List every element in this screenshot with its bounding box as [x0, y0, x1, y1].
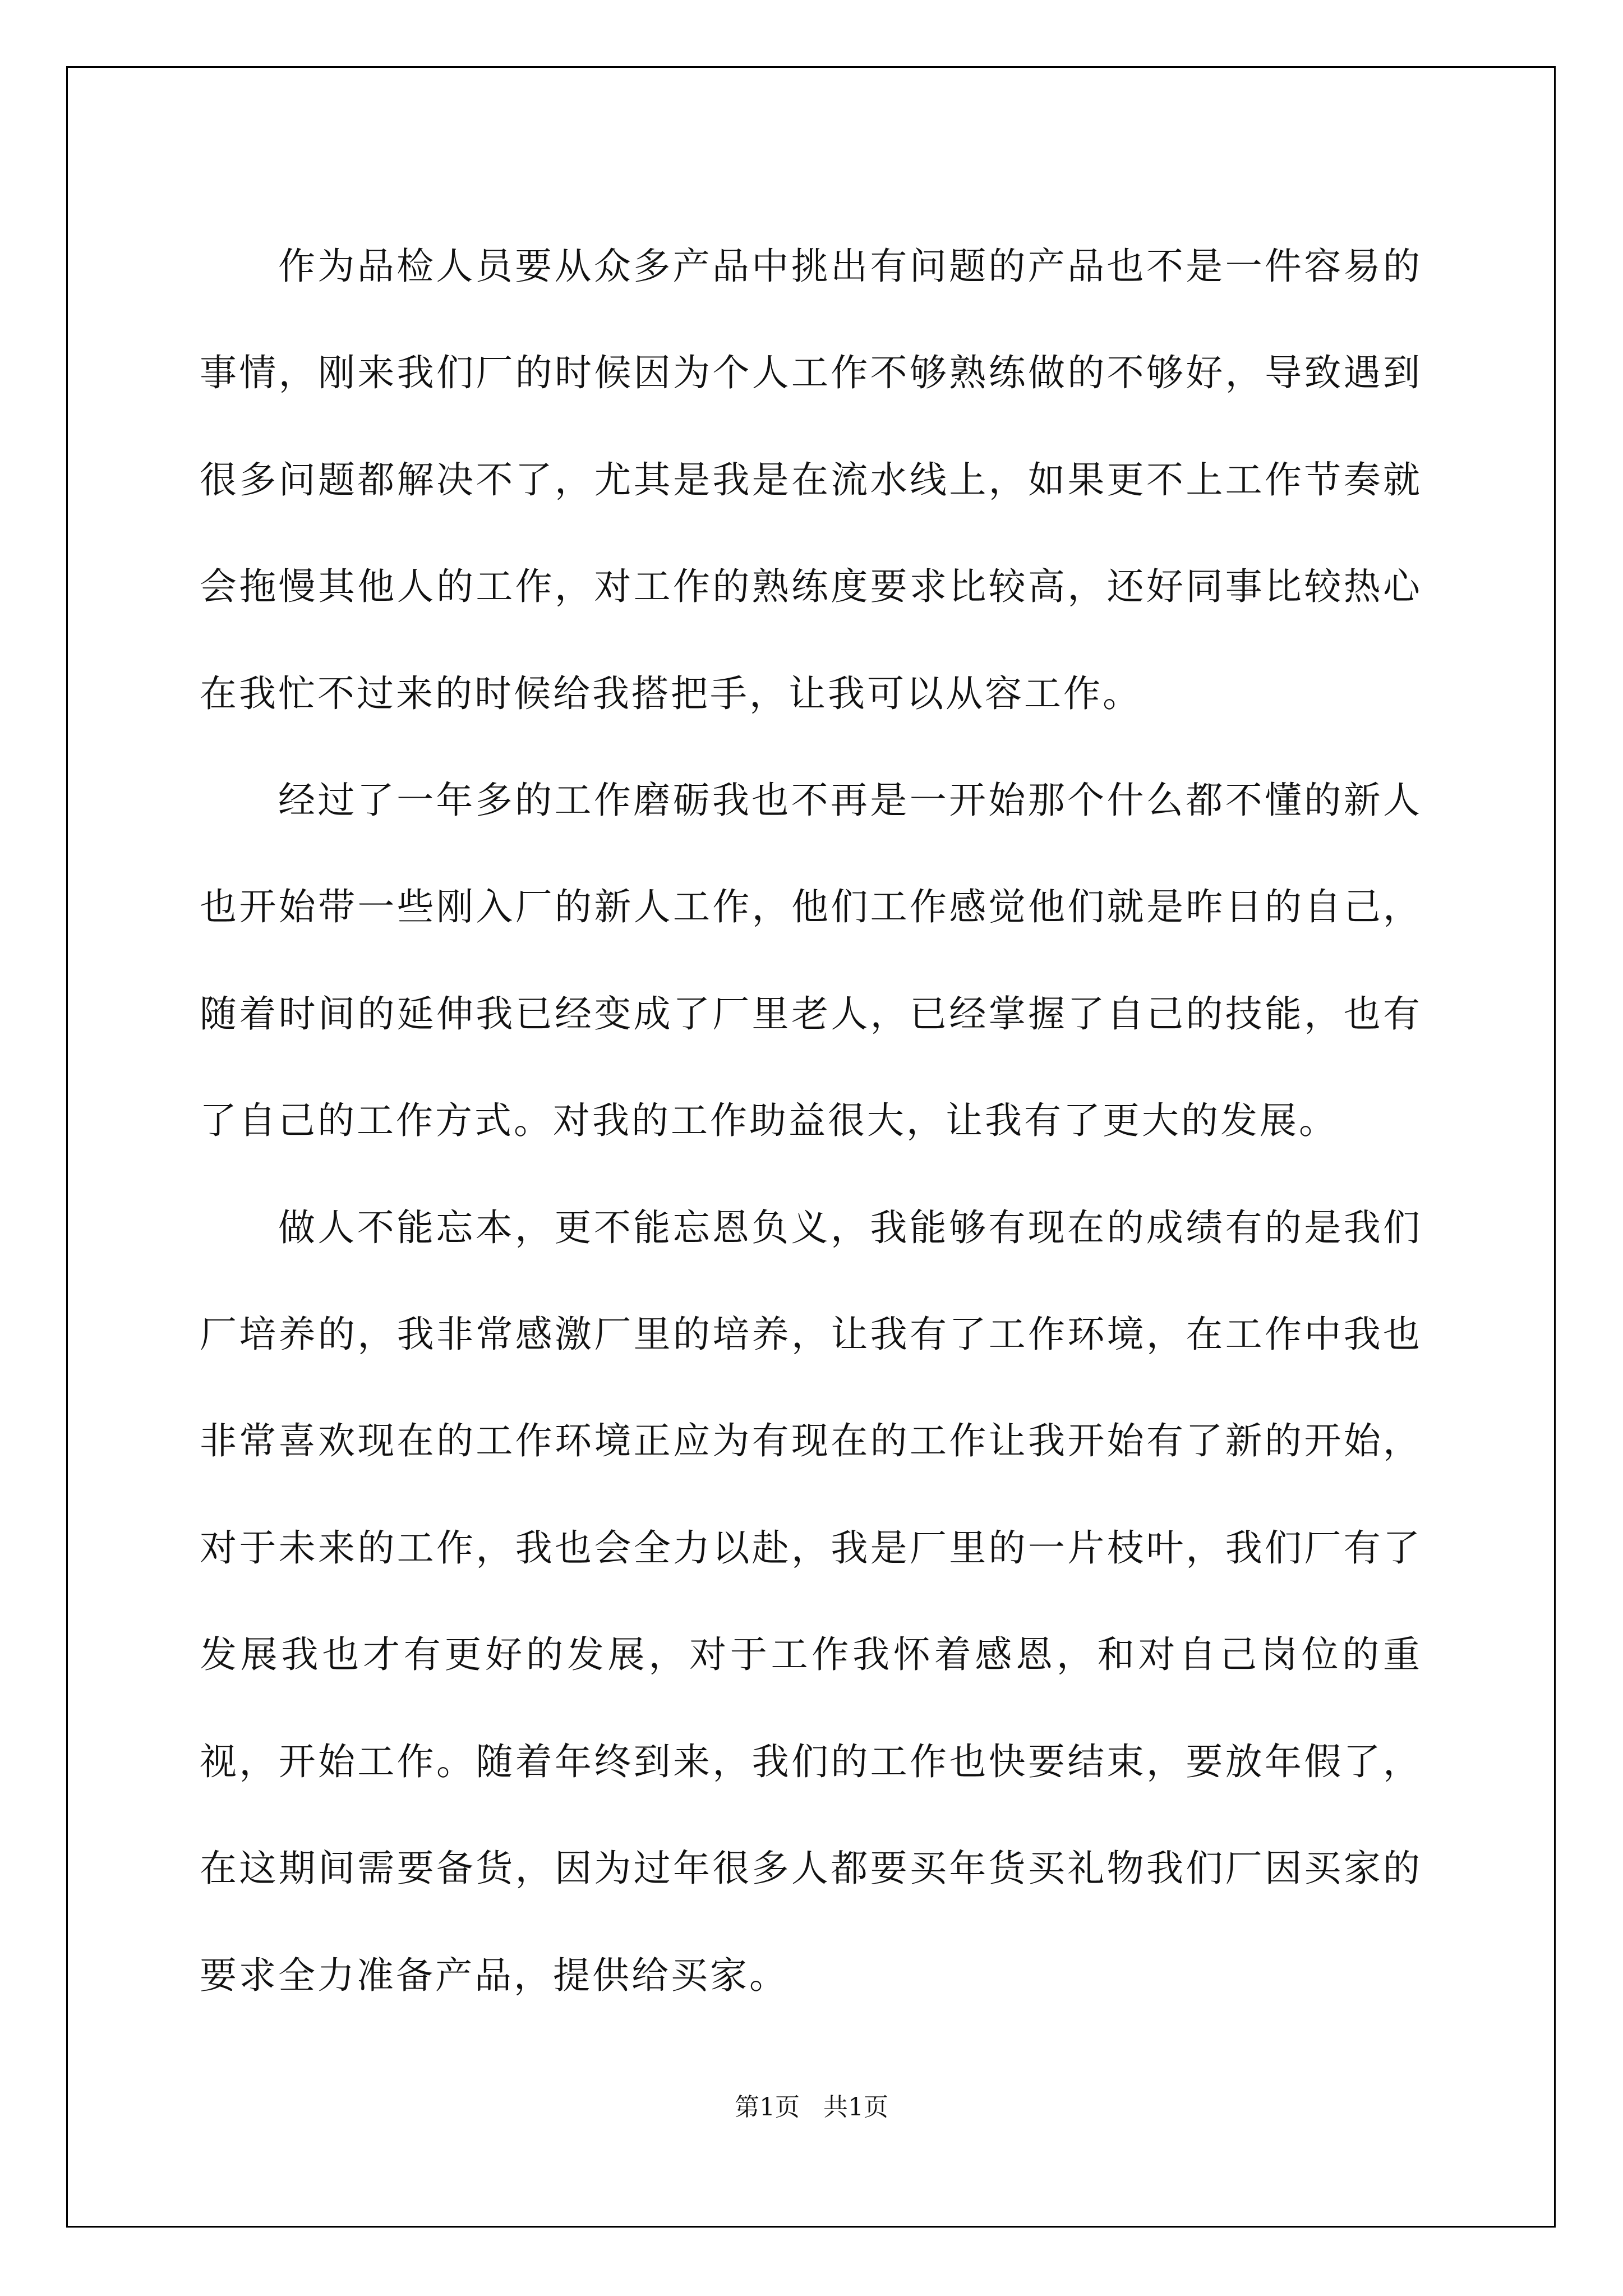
document-body [200, 213, 1422, 2029]
paragraph-3: 做人不能忘本，更不能忘恩负义，我能够有现在的成绩有的是我们厂培养的，我非常感激厂里的培养，让我有了工作环境，在工作中我也非常喜欢现在的工作环境正应为有现在的工作让我开始有了新的开始，对于未来的工作，我也会全力以赴，我是厂里的一片枝叶，我们厂有了发展我也才有更好的发展，对于工作我怀着感恩，和对自己岗位的重视，开始工作。随着年终到来，我们的工作也快要结束，要放年假了，在这期间需要备货，因为过年很多人都要买年货买礼物我们厂因买家的要求全力准备产品，提供给买家。 [200, 1205, 1422, 1997]
page-footer: 第1页 共1页 [735, 2093, 888, 2122]
paragraph-1: 作为品检人员要从众多产品中挑出有问题的产品也不是一件容易的事情，刚来我们厂的时候因为个人工作不够熟练做的不够好，导致遇到很多问题都解决不了，尤其是我是在流水线上，如果更不上工作节奏就会拖慢其他人的工作，对工作的熟练度要求比较高，还好同事比较热心在我忙不过来的时候给我搭把手，让我可以从容工作。 [200, 245, 1422, 715]
paragraph-2: 经过了一年多的工作磨砺我也不再是一开始那个什么都不懂的新人也开始带一些刚入厂的新人工作，他们工作感觉他们就是昨日的自己，随着时间的延伸我已经变成了厂里老人，已经掌握了自己的技能，也有了自己的工作方式。对我的工作助益很大，让我有了更大的发展。 [200, 779, 1422, 1143]
